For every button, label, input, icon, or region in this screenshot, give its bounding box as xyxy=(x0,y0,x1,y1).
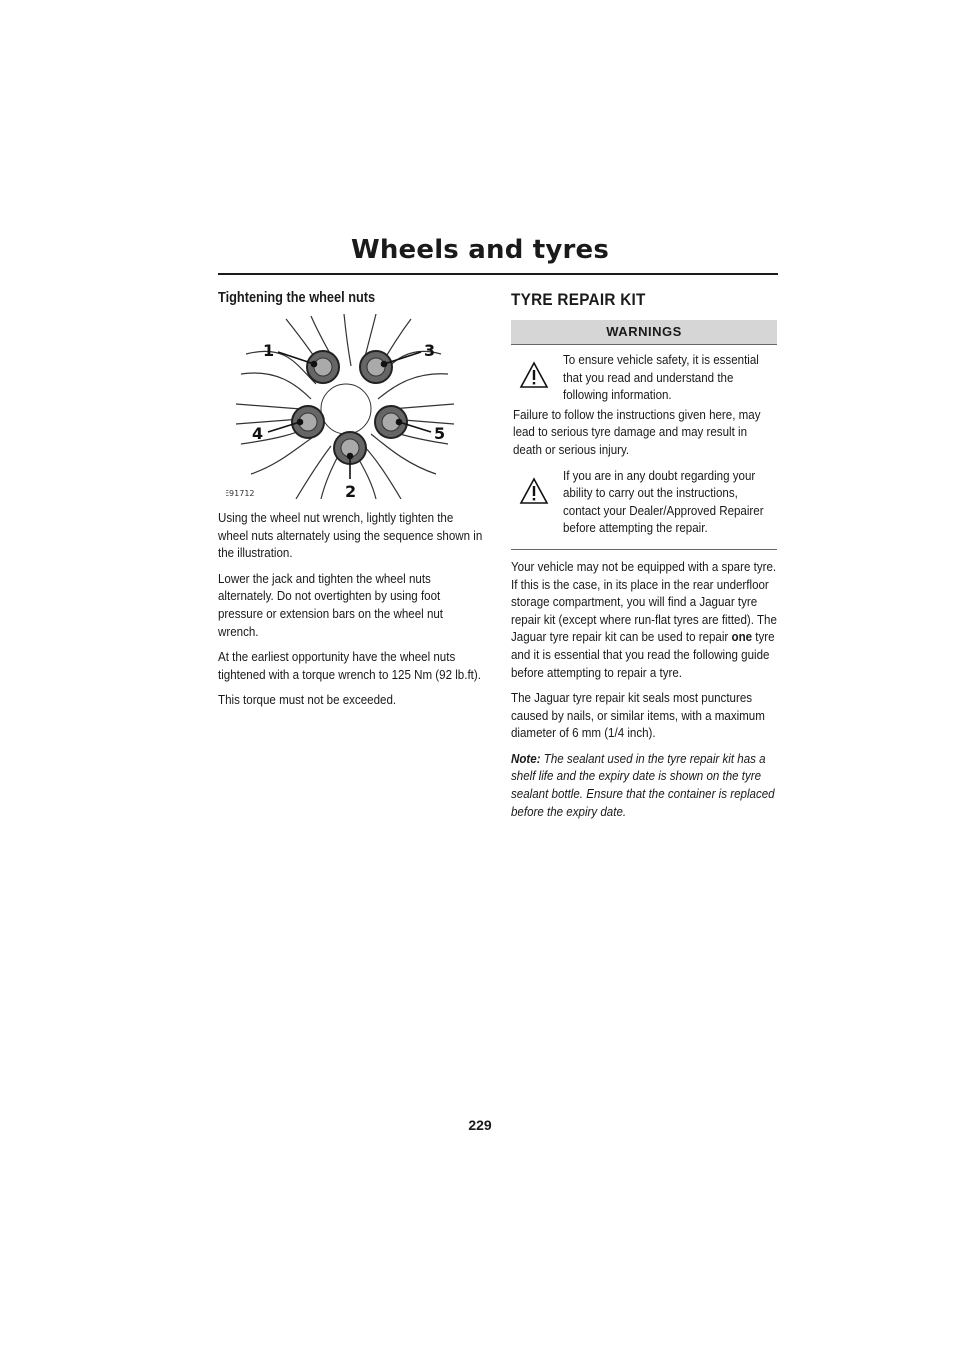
left-column xyxy=(218,290,486,717)
warning-triangle-icon xyxy=(519,477,549,505)
paragraph: The Jaguar tyre repair kit seals most punctures caused by nails, or similar items, with a maximum diameter of 6 mm (1/4 inch). xyxy=(511,690,765,741)
warnings-box xyxy=(511,345,777,550)
title-rule xyxy=(218,273,778,275)
paragraph: Your vehicle may not be equipped with a spare tyre. If this is the case, in its place in the rear underfloor storage compartment, you will find a Jaguar tyre repair kit (except where run-flat tyres are fitted). The Jaguar tyre repair kit can be used to repair one tyre and it is essential that you read the following guide before attempting to repair a tyre. xyxy=(511,558,777,680)
figure-label-5: 5 xyxy=(434,424,446,443)
warning-item xyxy=(511,467,777,537)
wheel-illustration-svg xyxy=(226,314,461,499)
figure-label-4: 4 xyxy=(252,424,264,443)
paragraph: Using the wheel nut wrench, lightly tighten the wheel nuts alternately using the sequence shown in the illustration. xyxy=(218,510,483,561)
warning-item xyxy=(511,351,777,459)
note-paragraph xyxy=(511,750,777,820)
figure-label-2: 2 xyxy=(345,482,357,499)
paragraph: At the earliest opportunity have the wheel nuts tightened with a torque wrench to 125 Nm (92 lb.ft). xyxy=(218,649,481,682)
warning-text: If you are in any doubt regarding your ability to carry out the instructions, contact your Dealer/Approved Repairer before attempting the repair. xyxy=(563,467,764,536)
section-heading-tyre-repair-kit: TYRE REPAIR KIT xyxy=(511,290,646,309)
wheel-nuts xyxy=(292,351,407,464)
page-title: Wheels and tyres xyxy=(350,235,610,265)
note-text: The sealant used in the tyre repair kit has a shelf life and the expiry date is shown on the tyre sealant bottle. Ensure that the container is replaced before the expiry date. xyxy=(511,750,775,819)
wheel-nut-sequence-illustration xyxy=(226,314,461,499)
emphasis-one: one xyxy=(731,629,753,645)
subheading-wheel-nuts: Tightening the wheel nuts xyxy=(218,290,376,306)
page-number: 229 xyxy=(468,1117,492,1133)
warning-triangle-icon xyxy=(519,361,549,389)
note-label: Note: xyxy=(511,750,541,766)
warning-text: Failure to follow the instructions given here, may lead to serious tyre damage and may result in death or serious injury. xyxy=(513,406,761,457)
warnings-header: WARNINGS xyxy=(511,320,777,345)
figure-label-3: 3 xyxy=(424,341,436,360)
figure-code: E91712 xyxy=(226,489,255,498)
right-column xyxy=(511,290,777,828)
paragraph: This torque must not be exceeded. xyxy=(218,692,397,708)
figure-label-1: 1 xyxy=(263,341,275,360)
warning-text: To ensure vehicle safety, it is essential that you read and understand the following information. xyxy=(563,352,759,403)
paragraph: Lower the jack and tighten the wheel nuts alternately. Do not overtighten by using foot pressure or extension bars on the wheel nut wrench. xyxy=(218,570,444,639)
